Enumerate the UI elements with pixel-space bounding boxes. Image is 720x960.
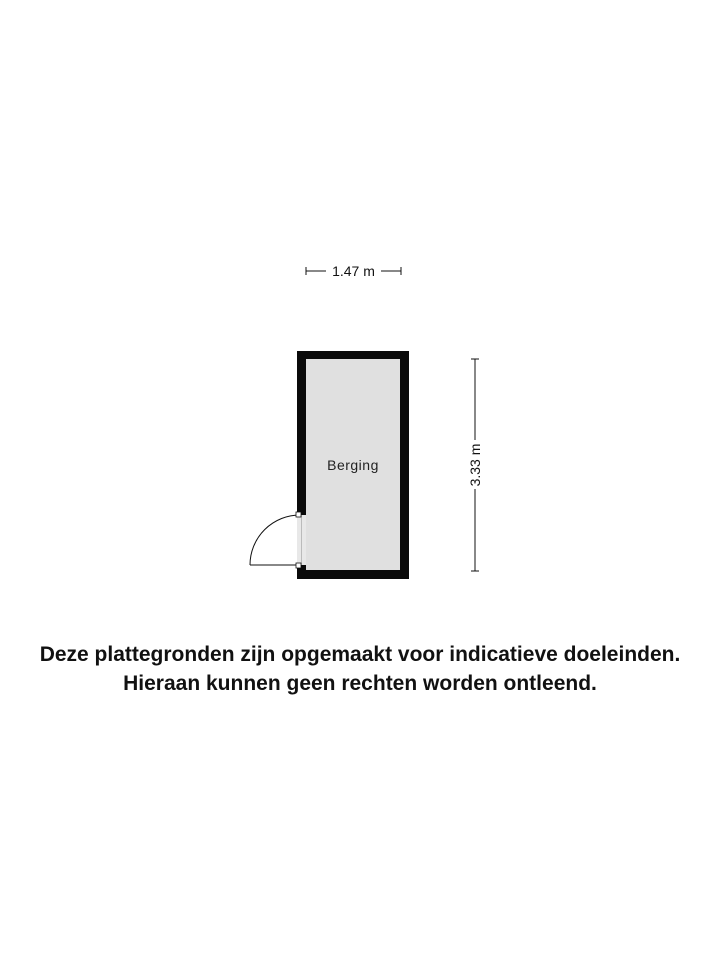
room-label: Berging	[327, 457, 379, 473]
door-jamb-bottom	[296, 563, 301, 568]
disclaimer-line-1: Deze plattegronden zijn opgemaakt voor indicatieve doeleinden.	[39, 643, 681, 666]
height-dimension	[467, 359, 483, 571]
door-jamb-top	[296, 512, 301, 517]
width-dimension	[306, 263, 401, 279]
door-swing-arc	[250, 515, 300, 565]
disclaimer	[0, 640, 720, 698]
door	[250, 512, 301, 568]
width-dimension-label: 1.47 m	[332, 263, 375, 279]
height-dimension-label: 3.33 m	[467, 443, 483, 487]
disclaimer-line-2: Hieraan kunnen geen rechten worden ontleend.	[123, 672, 597, 695]
